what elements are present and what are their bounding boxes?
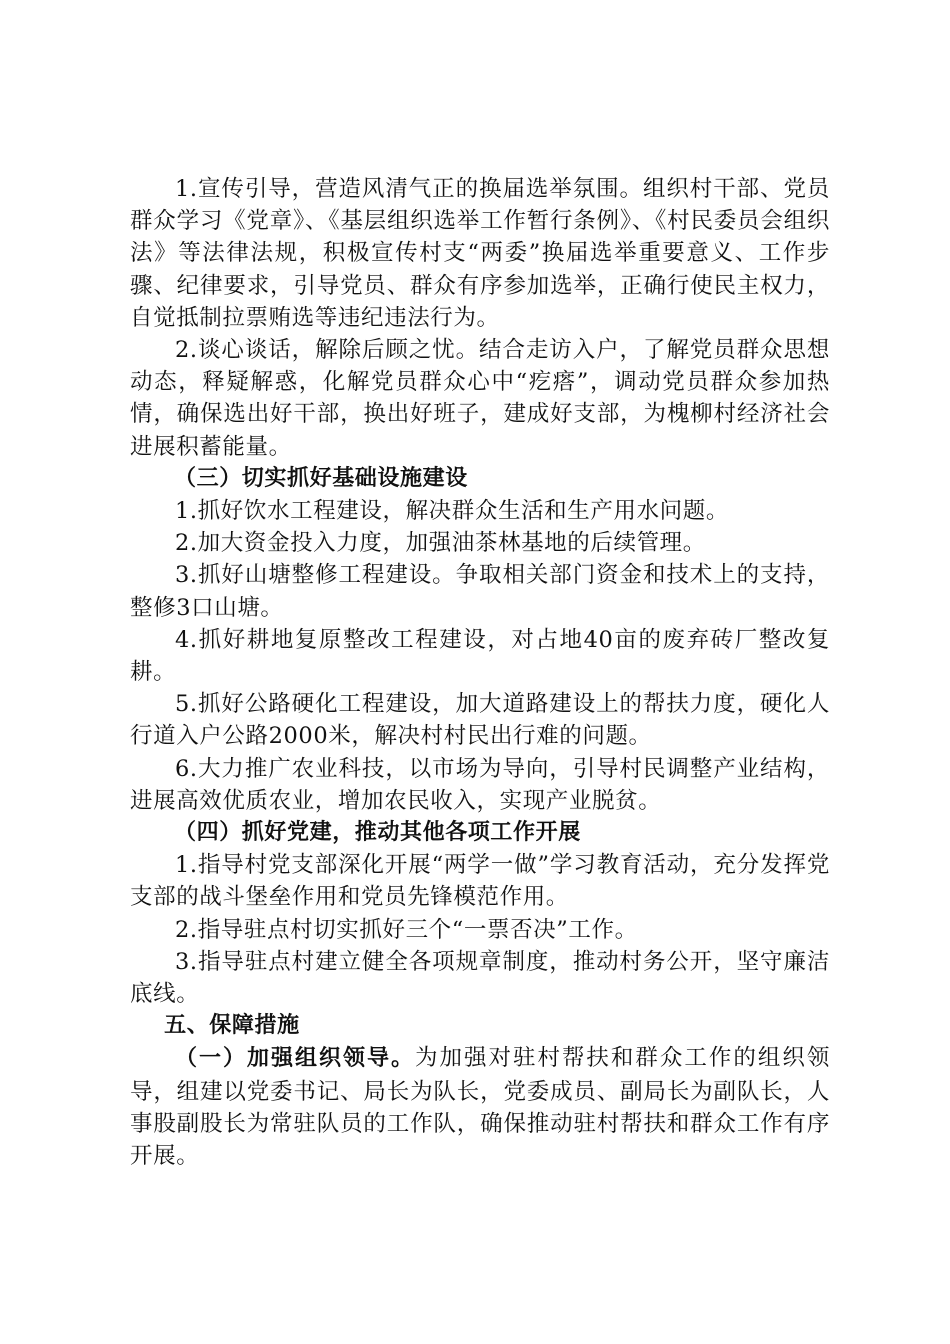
paragraph-one-vote-veto: 2.指导驻点村切实抓好三个“一票否决”工作。 (175, 916, 638, 943)
paragraph-rules-and-regulations: 3.指导驻点村建立健全各项规章制度，推动村务公开，坚守廉洁底线。 (130, 948, 830, 1008)
paragraph-election-publicity: 1.宣传引导，营造风清气正的换届选举氛围。组织村干部、党员群众学习《党章》、《基层组织选举工作暂行条例》、《村民委员会组织法》等法律法规，积极宣传村支“两委”换届选举重要意义、工作步骤、纪律要求，引导党员、群众有序参加选举，正确行使民主权力，自觉抵制拉票贿选等违纪违法行为。 (130, 176, 830, 331)
paragraph-oil-tea-forest: 2.加大资金投入力度，加强油茶林基地的后续管理。 (175, 530, 706, 557)
section-heading-party-building: （四）抓好党建，推动其他各项工作开展 (174, 820, 581, 846)
document-body (130, 173, 830, 1172)
paragraph-road-hardening: 5.抓好公路硬化工程建设，加大道路建设上的帮扶力度，硬化人行道入户公路2000米，解决村村民出行难的问题。 (130, 691, 830, 750)
paragraph-agricultural-technology: 6.大力推广农业科技，以市场为导向，引导村民调整产业结构，进展高效优质农业，增加农民收入，实现产业脱贫。 (130, 755, 830, 814)
paragraph-drinking-water: 1.抓好饮水工程建设，解决群众生活和生产用水问题。 (175, 498, 729, 525)
paragraph-pond-repair: 3.抓好山塘整修工程建设。争取相关部门资金和技术上的支持，整修3口山塘。 (130, 562, 830, 621)
paragraph-lead-text: （一）加强组织领导。 (175, 1046, 415, 1072)
section-heading-safeguards: 五、保障措施 (164, 1013, 300, 1039)
paragraph-two-studies-one-action: 1.指导村党支部深化开展“两学一做”学习教育活动，充分发挥党支部的战斗堡垒作用和党员先锋模范作用。 (130, 852, 830, 911)
paragraph-heart-to-heart-talks: 2.谈心谈话，解除后顾之忧。结合走访入户，了解党员群众思想动态，释疑解惑，化解党员群众心中“疙瘩”，调动党员群众参加热情，确保选出好干部，换出好班子，建成好支部，为槐柳村经济社会进展积蓄能量。 (130, 337, 830, 460)
paragraph-organizational-leadership (130, 1042, 830, 1172)
paragraph-body-text: 为加强对驻村帮扶和群众工作的组织领导，组建以党委书记、局长为队长，党委成员、副局长为副队长，人事股副股长为常驻队员的工作队，确保推动驻村帮扶和群众工作有序开展。 (130, 1045, 830, 1170)
section-heading-infrastructure: （三）切实抓好基础设施建设 (174, 465, 468, 491)
paragraph-farmland-restoration: 4.抓好耕地复原整改工程建设，对占地40亩的废弃砖厂整改复耕。 (130, 626, 830, 686)
